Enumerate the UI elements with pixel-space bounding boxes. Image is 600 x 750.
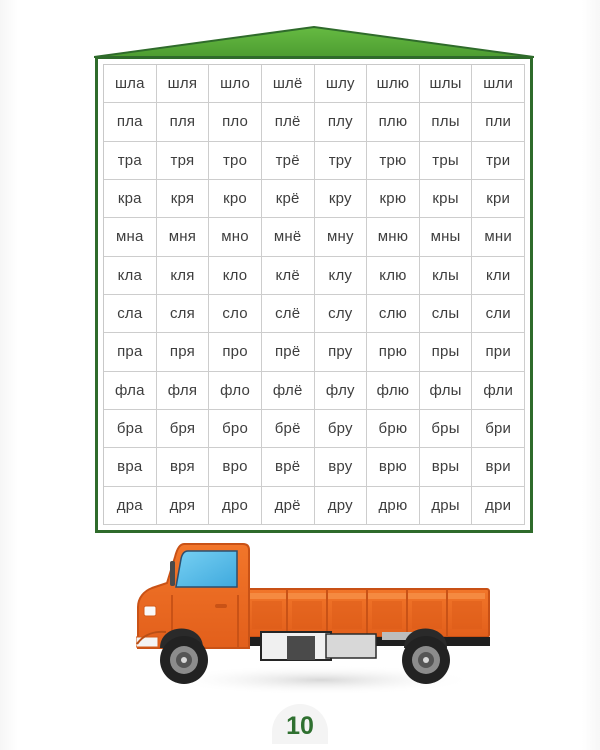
syllable-cell: плё bbox=[262, 103, 315, 141]
syllable-cell: флы bbox=[420, 372, 473, 410]
syllable-cell: про bbox=[209, 333, 262, 371]
syllable-cell: крё bbox=[262, 180, 315, 218]
syllable-cell: сла bbox=[104, 295, 157, 333]
syllable-cell: клу bbox=[315, 257, 368, 295]
syllable-cell: брю bbox=[367, 410, 420, 448]
syllable-cell: мно bbox=[209, 218, 262, 256]
syllable-cell: дри bbox=[472, 487, 525, 525]
syllable-cell: клю bbox=[367, 257, 420, 295]
syllable-cell: мни bbox=[472, 218, 525, 256]
syllable-cell: шлу bbox=[315, 65, 368, 103]
syllable-cell: фли bbox=[472, 372, 525, 410]
syllable-cell: трё bbox=[262, 142, 315, 180]
syllable-cell: дро bbox=[209, 487, 262, 525]
page-number: 10 bbox=[286, 711, 314, 740]
syllable-cell: шло bbox=[209, 65, 262, 103]
syllable-cell: кло bbox=[209, 257, 262, 295]
syllable-cell: бря bbox=[157, 410, 210, 448]
syllable-cell: вры bbox=[420, 448, 473, 486]
syllable-table bbox=[103, 64, 525, 525]
syllable-cell: кли bbox=[472, 257, 525, 295]
syllable-cell: кря bbox=[157, 180, 210, 218]
syllable-cell: три bbox=[472, 142, 525, 180]
syllable-cell: фло bbox=[209, 372, 262, 410]
syllable-cell: вру bbox=[315, 448, 368, 486]
syllable-board bbox=[95, 56, 533, 533]
syllable-cell: флю bbox=[367, 372, 420, 410]
syllable-cell: шлю bbox=[367, 65, 420, 103]
syllable-cell: бра bbox=[104, 410, 157, 448]
syllable-cell: трю bbox=[367, 142, 420, 180]
syllable-cell: тря bbox=[157, 142, 210, 180]
syllable-cell: пло bbox=[209, 103, 262, 141]
syllable-cell: тра bbox=[104, 142, 157, 180]
syllable-cell: слы bbox=[420, 295, 473, 333]
syllable-cell: шлё bbox=[262, 65, 315, 103]
syllable-cell: мня bbox=[157, 218, 210, 256]
syllable-cell: прё bbox=[262, 333, 315, 371]
syllable-cell: пля bbox=[157, 103, 210, 141]
syllable-cell: флё bbox=[262, 372, 315, 410]
syllable-cell: кла bbox=[104, 257, 157, 295]
front-wheel bbox=[160, 636, 208, 684]
syllable-cell: сло bbox=[209, 295, 262, 333]
syllable-cell: плю bbox=[367, 103, 420, 141]
syllable-cell: пла bbox=[104, 103, 157, 141]
syllable-cell: бры bbox=[420, 410, 473, 448]
syllable-cell: кля bbox=[157, 257, 210, 295]
syllable-cell: фля bbox=[157, 372, 210, 410]
syllable-cell: шла bbox=[104, 65, 157, 103]
syllable-cell: врё bbox=[262, 448, 315, 486]
syllable-cell: мна bbox=[104, 218, 157, 256]
syllable-cell: тро bbox=[209, 142, 262, 180]
syllable-cell: бру bbox=[315, 410, 368, 448]
syllable-cell: мну bbox=[315, 218, 368, 256]
syllable-cell: плу bbox=[315, 103, 368, 141]
syllable-cell: пру bbox=[315, 333, 368, 371]
syllable-cell: дрю bbox=[367, 487, 420, 525]
syllable-cell: вра bbox=[104, 448, 157, 486]
syllable-cell: тры bbox=[420, 142, 473, 180]
truck-illustration bbox=[136, 540, 496, 700]
syllable-cell: флу bbox=[315, 372, 368, 410]
syllable-cell: шли bbox=[472, 65, 525, 103]
syllable-cell: шлы bbox=[420, 65, 473, 103]
syllable-cell: пра bbox=[104, 333, 157, 371]
syllable-cell: вро bbox=[209, 448, 262, 486]
syllable-cell: плы bbox=[420, 103, 473, 141]
syllable-cell: кры bbox=[420, 180, 473, 218]
syllable-cell: мны bbox=[420, 218, 473, 256]
syllable-cell: фла bbox=[104, 372, 157, 410]
syllable-cell: сли bbox=[472, 295, 525, 333]
syllable-cell: слё bbox=[262, 295, 315, 333]
syllable-cell: крю bbox=[367, 180, 420, 218]
syllable-cell: слю bbox=[367, 295, 420, 333]
syllable-cell: дру bbox=[315, 487, 368, 525]
syllable-cell: ври bbox=[472, 448, 525, 486]
syllable-cell: пры bbox=[420, 333, 473, 371]
syllable-cell: пря bbox=[157, 333, 210, 371]
syllable-cell: бри bbox=[472, 410, 525, 448]
page-number-badge bbox=[272, 704, 328, 744]
syllable-cell: вря bbox=[157, 448, 210, 486]
syllable-cell: кра bbox=[104, 180, 157, 218]
syllable-cell: кри bbox=[472, 180, 525, 218]
syllable-cell: прю bbox=[367, 333, 420, 371]
syllable-cell: клы bbox=[420, 257, 473, 295]
syllable-cell: тру bbox=[315, 142, 368, 180]
syllable-cell: клё bbox=[262, 257, 315, 295]
syllable-cell: дрё bbox=[262, 487, 315, 525]
syllable-cell: слу bbox=[315, 295, 368, 333]
syllable-cell: сля bbox=[157, 295, 210, 333]
syllable-cell: кру bbox=[315, 180, 368, 218]
syllable-cell: при bbox=[472, 333, 525, 371]
syllable-cell: бро bbox=[209, 410, 262, 448]
syllable-cell: врю bbox=[367, 448, 420, 486]
syllable-cell: мнё bbox=[262, 218, 315, 256]
syllable-cell: дры bbox=[420, 487, 473, 525]
syllable-cell: мню bbox=[367, 218, 420, 256]
syllable-cell: дря bbox=[157, 487, 210, 525]
syllable-cell: пли bbox=[472, 103, 525, 141]
syllable-cell: дра bbox=[104, 487, 157, 525]
orange-truck-illustration bbox=[136, 540, 496, 700]
rear-wheel bbox=[402, 636, 450, 684]
syllable-cell: брё bbox=[262, 410, 315, 448]
syllable-cell: шля bbox=[157, 65, 210, 103]
syllable-cell: кро bbox=[209, 180, 262, 218]
